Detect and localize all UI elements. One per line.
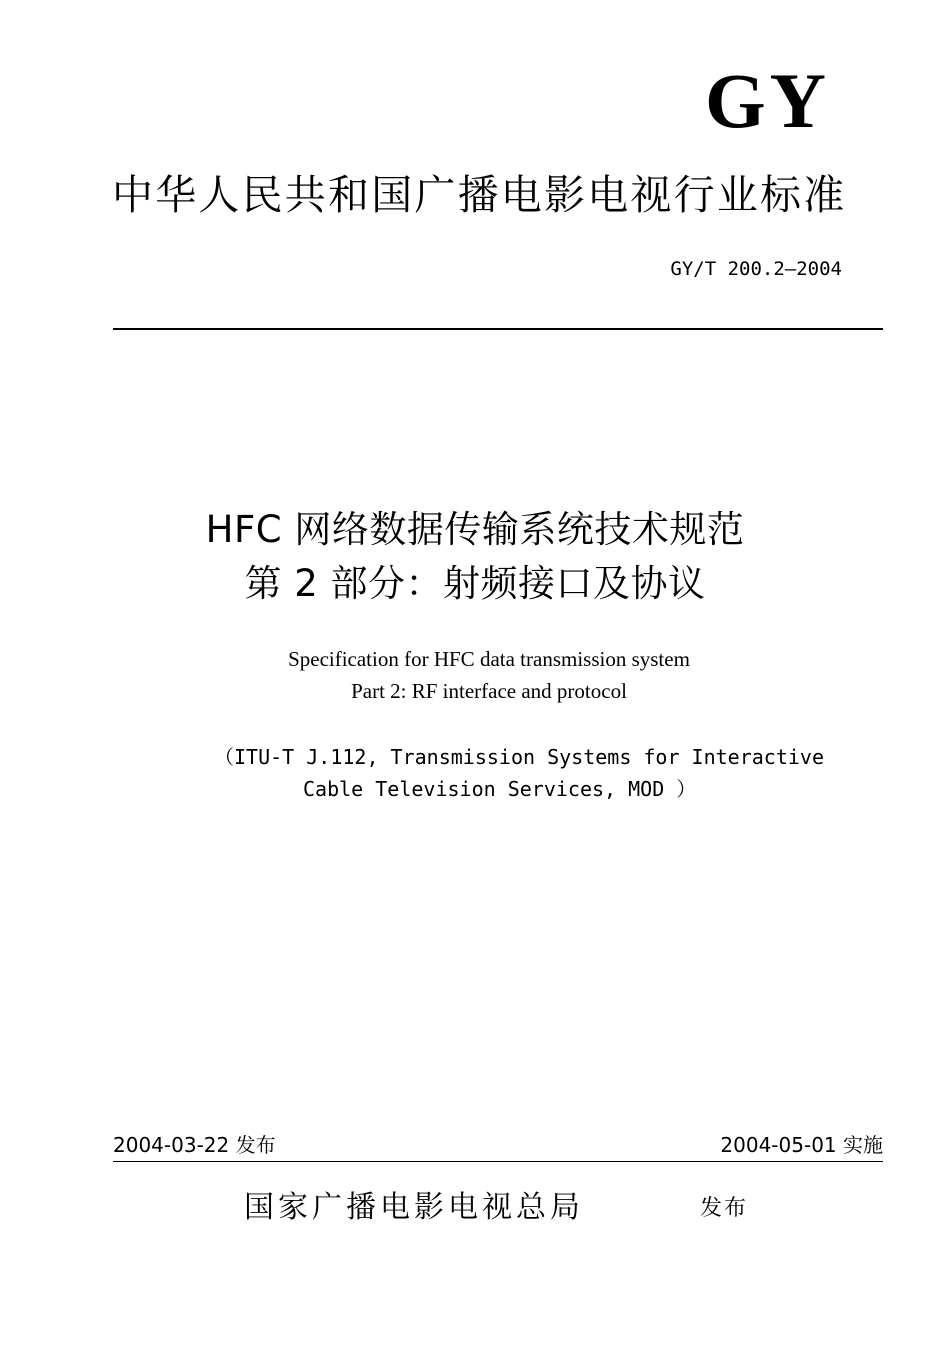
itu-reference-line-2: Cable Television Services, MOD ） — [303, 777, 697, 801]
issue-date: 2004-03-22 发布 — [113, 1133, 276, 1157]
publish-label: 发布 — [700, 1196, 749, 1221]
english-title-line-2: Part 2: RF interface and protocol — [351, 679, 627, 703]
publisher-name: 国家广播电影电视总局 — [244, 1190, 584, 1225]
english-title-line-1: Specification for HFC data transmission system — [288, 647, 690, 671]
header-divider — [113, 328, 883, 330]
implementation-date: 2004-05-01 实施 — [720, 1133, 883, 1157]
chinese-title-line-2: 第 2 部分：射频接口及协议 — [244, 562, 706, 605]
gy-logo: GY — [705, 57, 830, 144]
footer-divider — [113, 1161, 883, 1162]
industry-standard-title: 中华人民共和国广播电影电视行业标准 — [112, 171, 847, 219]
standard-number: GY/T 200.2—2004 — [670, 258, 842, 280]
chinese-title-line-1: HFC 网络数据传输系统技术规范 — [205, 508, 745, 551]
itu-reference-line-1: （ITU-T J.112, Transmission Systems for Interactive — [214, 745, 825, 769]
